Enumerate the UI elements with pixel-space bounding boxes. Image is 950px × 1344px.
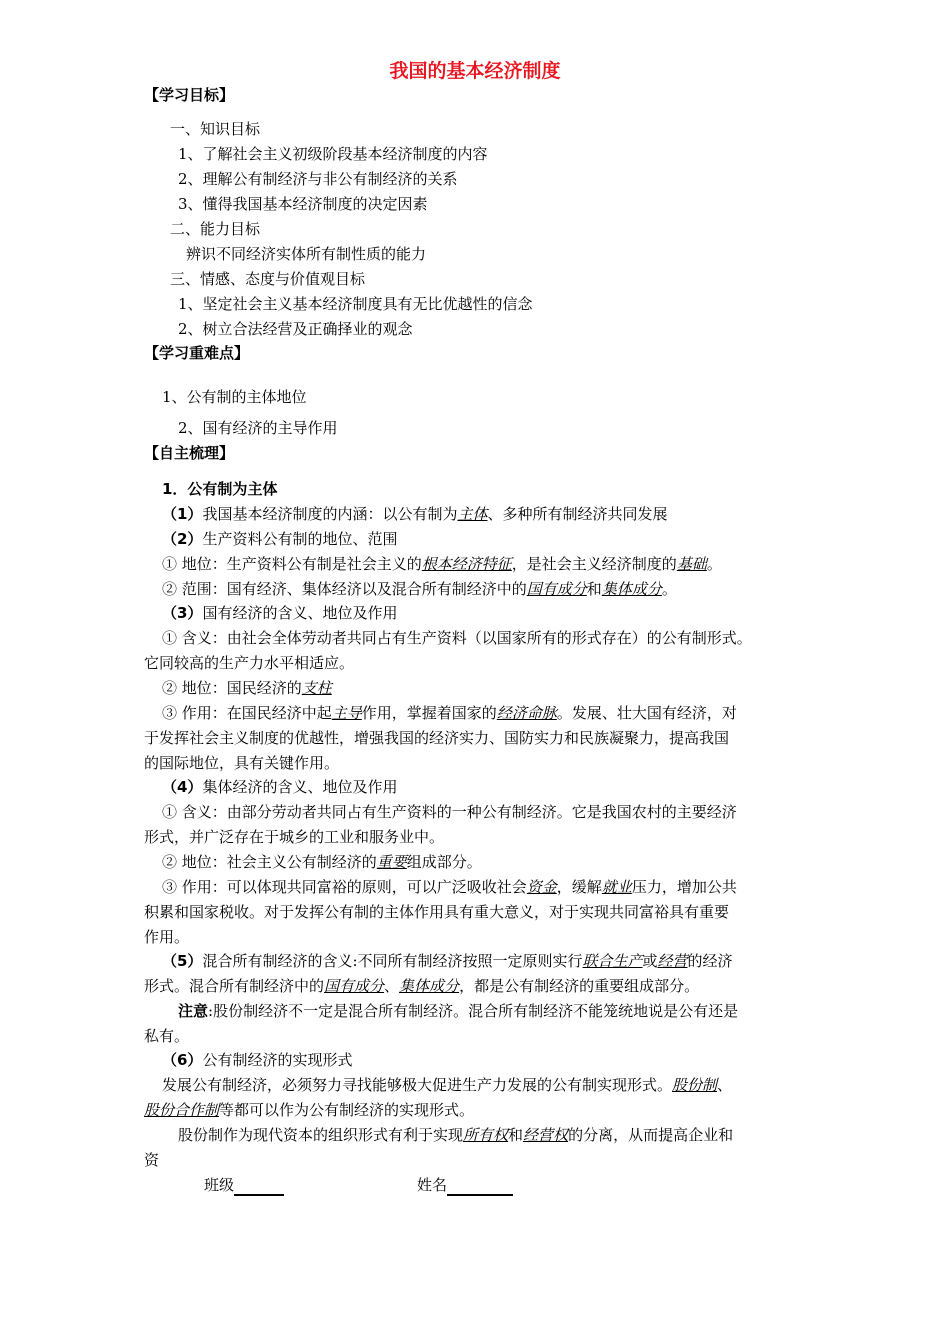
text-run: ，都是公有制经济的重要组成部分。 <box>459 977 700 995</box>
review-paragraph <box>162 503 667 525</box>
keypoint-item: 2、国有经济的主导作用 <box>178 419 338 437</box>
section-heading-keypoints: 【学习重难点】 <box>144 344 250 362</box>
item-number: （4） <box>162 778 203 796</box>
review-paragraph-line: 形式，并广泛存在于城乡的工业和服务业中。 <box>144 828 445 846</box>
review-paragraph-line: 积累和国家税收。对于发挥公有制的主体作用具有重大意义，对于实现共同富裕具有重要 <box>144 903 730 921</box>
text-run: 的分离，从而提高企业和 <box>568 1126 734 1144</box>
text-run: 集体经济的含义、地位及作用 <box>202 778 398 796</box>
text-run: 和 <box>508 1126 524 1144</box>
answer-blank: 主体 <box>457 505 488 523</box>
review-paragraph <box>144 1099 474 1121</box>
review-paragraph <box>162 876 737 898</box>
goal-knowledge-item: 1、了解社会主义初级阶段基本经济制度的内容 <box>178 145 488 163</box>
text-run: 和 <box>586 580 602 598</box>
class-label: 班级 <box>204 1176 235 1194</box>
answer-blank: 经营权 <box>523 1126 569 1144</box>
keypoint-item: 1、公有制的主体地位 <box>162 388 307 406</box>
review-paragraph <box>162 776 397 798</box>
goal-attitude-item: 1、坚定社会主义基本经济制度具有无比优越性的信念 <box>178 295 533 313</box>
text-run: 、多种所有制经济共同发展 <box>487 505 668 523</box>
text-run: 。发展、壮大国有经济，对 <box>556 704 737 722</box>
answer-blank: 就业 <box>601 878 632 896</box>
answer-blank: 主导 <box>331 704 362 722</box>
item-number: （6） <box>162 1051 203 1069</box>
review-paragraph-line: 私有。 <box>144 1027 190 1045</box>
review-paragraph-line: ① 含义：由部分劳动者共同占有生产资料的一种公有制经济。它是我国农村的主要经济 <box>162 803 737 821</box>
answer-blank: 根本经济特征 <box>421 555 512 573</box>
text-run: 、 <box>717 1076 733 1094</box>
answer-blank: 股份制 <box>672 1076 718 1094</box>
text-run: 或 <box>642 952 658 970</box>
item-number: （5） <box>162 952 203 970</box>
text-run: 混合所有制经济的含义:不同所有制经济按照一定原则实行 <box>202 952 583 970</box>
review-paragraph-line: 它同较高的生产力水平相适应。 <box>144 654 355 672</box>
answer-blank: 集体成分 <box>601 580 662 598</box>
review-paragraph <box>162 1049 352 1071</box>
answer-blank: 联合生产 <box>582 952 643 970</box>
review-paragraph <box>162 702 737 724</box>
goal-attitude-heading: 三、情感、态度与价值观目标 <box>170 270 366 288</box>
answer-blank: 国有成分 <box>526 580 587 598</box>
class-blank-line <box>234 1178 284 1196</box>
answer-blank: 经营 <box>657 952 688 970</box>
review-paragraph-line: 的国际地位，具有关键作用。 <box>144 754 340 772</box>
review-paragraph <box>162 950 733 972</box>
item-number: （3） <box>162 604 203 622</box>
review-paragraph-line: 于发挥社会主义制度的优越性，增强我国的经济实力、国防实力和民族凝聚力，提高我国 <box>144 729 730 747</box>
text-run: 形式。混合所有制经济中的 <box>144 977 325 995</box>
answer-blank: 重要 <box>376 853 407 871</box>
goal-attitude-item: 2、树立合法经营及正确择业的观念 <box>178 320 413 338</box>
text-run: ② 地位：社会主义公有制经济的 <box>162 853 377 871</box>
text-run: ，缓解 <box>556 878 602 896</box>
section-heading-goals: 【学习目标】 <box>144 86 235 104</box>
text-run: 公有制经济的实现形式 <box>202 1051 353 1069</box>
name-label: 姓名 <box>417 1176 448 1194</box>
review-paragraph <box>162 1074 732 1096</box>
answer-blank: 经济命脉 <box>496 704 557 722</box>
item-number: （2） <box>162 530 203 548</box>
answer-blank: 国有成分 <box>324 977 385 995</box>
goal-ability-item: 辨识不同经济实体所有制性质的能力 <box>186 245 427 263</box>
text-run: :股份制经济不一定是混合所有制经济。混合所有制经济不能笼统地说是公有还是 <box>208 1002 739 1020</box>
review-paragraph <box>178 1124 733 1146</box>
review-paragraph <box>144 975 699 997</box>
text-run: 我国基本经济制度的内涵：以公有制为 <box>202 505 458 523</box>
goal-knowledge-item: 2、理解公有制经济与非公有制经济的关系 <box>178 170 458 188</box>
section-heading-review: 【自主梳理】 <box>144 444 235 462</box>
class-field <box>204 1174 284 1196</box>
goal-knowledge-item: 3、懂得我国基本经济制度的决定因素 <box>178 195 428 213</box>
answer-blank: 支柱 <box>301 679 332 697</box>
review-paragraph <box>162 528 397 550</box>
text-run: ② 范围：国有经济、集体经济以及混合所有制经济中的 <box>162 580 527 598</box>
review-note <box>178 1000 738 1022</box>
text-run: 。 <box>706 555 722 573</box>
page-title: 我国的基本经济制度 <box>389 60 561 82</box>
name-field <box>417 1174 513 1196</box>
text-run: 等都可以作为公有制经济的实现形式。 <box>219 1101 475 1119</box>
text-run: 发展公有制经济，必须努力寻找能够极大促进生产力发展的公有制实现形式。 <box>162 1076 673 1094</box>
review-subheading: 1．公有制为主体 <box>162 480 278 498</box>
goal-ability-heading: 二、能力目标 <box>170 220 261 238</box>
text-run: ，是社会主义经济制度的 <box>511 555 677 573</box>
text-run: 作用，掌握着国家的 <box>361 704 497 722</box>
review-paragraph-line: 资 <box>144 1151 160 1169</box>
answer-blank: 股份合作制 <box>144 1101 220 1119</box>
review-paragraph-line: ① 含义：由社会全体劳动者共同占有生产资料（以国家所有的形式存在）的公有制形式。 <box>162 629 752 647</box>
review-paragraph <box>162 578 677 600</box>
review-paragraph-line: 作用。 <box>144 928 190 946</box>
review-paragraph <box>162 677 332 699</box>
text-run: 的经济 <box>687 952 733 970</box>
item-number: （1） <box>162 505 203 523</box>
text-run: 组成部分。 <box>406 853 482 871</box>
text-run: 、 <box>384 977 400 995</box>
text-run: ③ 作用：在国民经济中起 <box>162 704 332 722</box>
text-run: ② 地位：国民经济的 <box>162 679 302 697</box>
text-run: 。 <box>661 580 677 598</box>
goal-knowledge-heading: 一、知识目标 <box>170 120 261 138</box>
text-run: 压力，增加公共 <box>631 878 737 896</box>
review-paragraph <box>162 851 482 873</box>
note-label: 注意 <box>178 1002 209 1020</box>
text-run: 生产资料公有制的地位、范围 <box>202 530 398 548</box>
answer-blank: 基础 <box>676 555 707 573</box>
text-run: 国有经济的含义、地位及作用 <box>202 604 398 622</box>
answer-blank: 集体成分 <box>399 977 460 995</box>
text-run: ① 地位：生产资料公有制是社会主义的 <box>162 555 422 573</box>
answer-blank: 资金 <box>526 878 557 896</box>
name-blank-line <box>447 1178 513 1196</box>
answer-blank: 所有权 <box>463 1126 509 1144</box>
text-run: ③ 作用：可以体现共同富裕的原则，可以广泛吸收社会 <box>162 878 527 896</box>
review-paragraph <box>162 553 722 575</box>
text-run: 股份制作为现代资本的组织形式有利于实现 <box>178 1126 464 1144</box>
review-paragraph <box>162 602 397 624</box>
